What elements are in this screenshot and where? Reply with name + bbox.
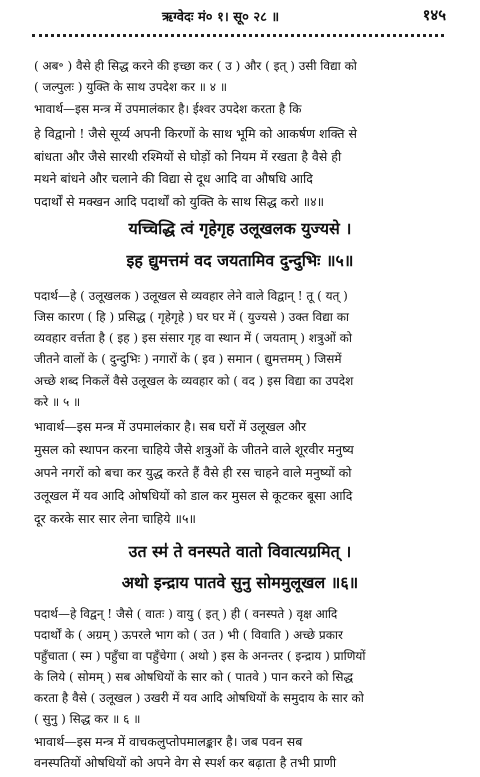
verse-line: उत स्म॑ ते वनस्पते वातो विवात्यग्रमित् । — [128, 542, 352, 561]
verse-line: अथो इन्द्राय पातवे सुनु सोममुलूखल ॥६॥ — [121, 573, 359, 592]
verse-line: यच्चिद्धि त्वं गृहेगृह उलूखलक युज्यसे । — [128, 219, 352, 238]
text-line: ( सुनु ) सिद्ध कर ॥ ६ ॥ — [34, 712, 141, 726]
text-line: पदार्थ—हे विद्वन् ! जैसे ( वातः ) वायु ( इत् ) ही ( वनस्पते ) वृक्ष आदि — [34, 607, 338, 621]
text-line: पदार्थों से मक्खन आदि पदार्थों को युक्ति के साथ सिद्ध करो ॥४॥ — [34, 194, 325, 209]
text-line: पदार्थों के ( अग्रम् ) ऊपरले भाग को ( उत ) भी ( विवाति ) अच्छे प्रकार — [34, 628, 343, 642]
text-line: के लिये ( सोमम् ) सब ओषधियों के सार को ( पातवे ) पान करने को सिद्ध — [34, 670, 354, 684]
text-line: ( अब॰ ) वैसे ही सिद्ध करने की इच्छा कर ( उ ) और ( इत् ) उसी विद्या को — [34, 59, 357, 73]
page-number: १४५ — [422, 6, 446, 24]
text-line: बांधता और जैसे सारथी रश्मियों से घोड़ों को नियम में रखता है वैसे ही — [34, 149, 342, 164]
text-line: अपने नगरों को बचा कर युद्ध करते हैं वैसे ही रस चाहने वाले मनुष्यों को — [34, 465, 352, 480]
text-line: व्यवहार वर्त्तता है ( इह ) इस संसार गृह वा स्थान में ( जयताम् ) शत्रुओं को — [34, 331, 352, 345]
header-title: ऋग्वेदः मं० १। सू० २८ ॥ — [162, 10, 280, 25]
text-line: अच्छे शब्द निकलें वैसे उलूखल के व्यवहार को ( वद ) इस विद्या का उपदेश — [34, 374, 354, 388]
text-line: जीतने वालों के ( दुन्दुभिः ) नगारों के ( इव ) समान ( द्युमत्तमम् ) जिसमें — [34, 352, 342, 366]
text-line: वनस्पतियों ओषधियों को अपने वेग से स्पर्श कर बढ़ाता है तभी प्राणी — [34, 755, 337, 770]
text-line: पदार्थ—हे ( उलूखलक ) उलूखल से व्यवहार लेने वाले विद्वान् ! तू ( यत् ) — [34, 289, 348, 303]
header-divider — [32, 34, 444, 37]
text-line: मुसल को स्थापन करना चाहिये जैसे शत्रुओं के जीतने वाले शूरवीर मनुष्य — [34, 442, 354, 457]
text-line: पहुँचाता ( स्म ) पहुँचा वा पहुँचेगा ( अथो ) इस के अनन्तर ( इन्द्राय ) प्राणियों — [34, 649, 366, 663]
verse-line: इह द्युमत्तमं वद जयतामिव दुन्दुभिः ॥५॥ — [126, 251, 354, 270]
running-header — [0, 4, 480, 28]
text-line: करे ॥ ५ ॥ — [34, 395, 81, 409]
text-line: करता है वैसे ( उलूखल ) उखरी में यव आदि ओषधियों के समुदाय के सार को — [34, 691, 364, 705]
text-line: मथने बांधने और चलाने की विद्या से दूध आदि वा औषधि आदि — [34, 171, 313, 186]
text-line: भावार्थ—इस मन्त्र में उपमालंकार है। सब घरों में उलूखल और — [34, 419, 307, 434]
text-line: उलूखल में यव आदि ओषधियों को डाल कर मुसल से कूटकर बूसा आदि — [34, 488, 353, 503]
text-line: भावार्थ—इस मन्त्र में वाचकलुप्तोपमालङ्कार है। जब पवन सब — [34, 734, 303, 749]
text-line: ( जल्पुलः ) युक्ति के साथ उपदेश कर ॥ ४ ॥ — [34, 80, 228, 94]
text-line: जिस कारण ( हि ) प्रसिद्ध ( गृहेगृहे ) घर घर में ( युज्यसे ) उक्त विद्या का — [34, 310, 350, 324]
text-line: दूर करके सार सार लेना चाहिये ॥५॥ — [34, 511, 196, 526]
text-line: भावार्थ—इस मन्त्र में उपमालंकार है। ईश्वर उपदेश करता है कि — [34, 102, 302, 116]
text-line: हे विद्वानो ! जैसे सूर्य्य अपनी किरणों के साथ भूमि को आकर्षण शक्ति से — [34, 126, 357, 141]
